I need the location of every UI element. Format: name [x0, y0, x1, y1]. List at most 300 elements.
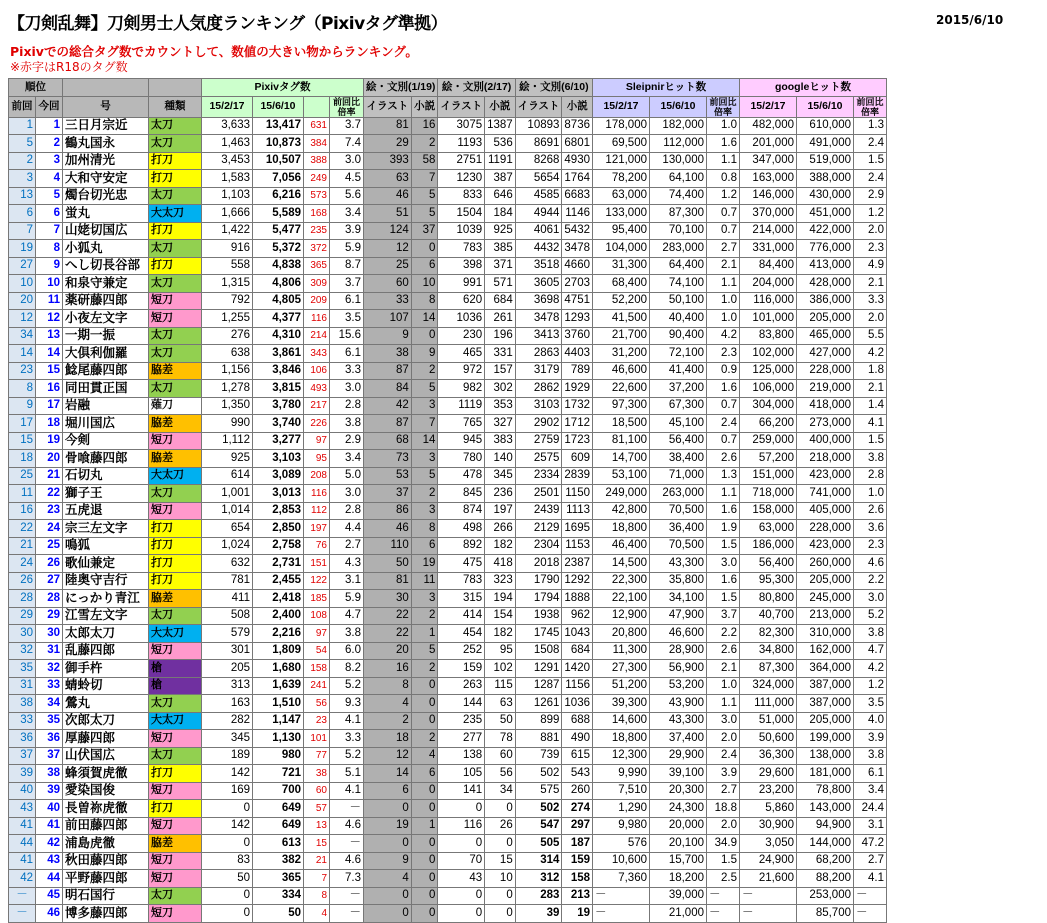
header-name: 号 — [63, 96, 149, 117]
novel-2: 157 — [485, 362, 516, 380]
prev-rank: 15 — [9, 432, 36, 450]
header-e2: 絵・文別(2/17) — [438, 79, 515, 97]
pixiv-d2: 1,510 — [253, 695, 304, 713]
sleipnir-d2: 28,900 — [650, 642, 707, 660]
pixiv-ratio: 5.0 — [330, 467, 364, 485]
sleipnir-d1: 7,360 — [593, 870, 650, 888]
sword-type: 短刀 — [149, 310, 202, 328]
r18-count: 106 — [304, 362, 330, 380]
table-row — [9, 817, 887, 835]
illust-1: 0 — [364, 800, 412, 818]
prev-rank: 6 — [9, 205, 36, 223]
google-ratio: 4.6 — [854, 555, 887, 573]
prev-rank: 7 — [9, 222, 36, 240]
illust-1: 53 — [364, 467, 412, 485]
pixiv-d2: 1,130 — [253, 730, 304, 748]
sword-type: 短刀 — [149, 870, 202, 888]
pixiv-ratio: 3.7 — [330, 275, 364, 293]
sword-type: 薙刀 — [149, 397, 202, 415]
sleipnir-d1: 46,600 — [593, 362, 650, 380]
illust-2: 1036 — [438, 310, 485, 328]
google-d2: 228,000 — [797, 362, 854, 380]
sleipnir-ratio: 34.9 — [707, 835, 740, 853]
sleipnir-d1: 53,100 — [593, 467, 650, 485]
pixiv-d1: 632 — [202, 555, 253, 573]
illust-2: 1230 — [438, 170, 485, 188]
illust-2: 138 — [438, 747, 485, 765]
cur-rank: 24 — [36, 520, 63, 538]
sleipnir-ratio: 2.6 — [707, 642, 740, 660]
illust-3: 502 — [515, 765, 562, 783]
novel-2: 925 — [485, 222, 516, 240]
sleipnir-ratio: － — [707, 905, 740, 923]
pixiv-d2: 382 — [253, 852, 304, 870]
illust-1: 46 — [364, 520, 412, 538]
prev-rank: 10 — [9, 275, 36, 293]
pixiv-ratio: 3.4 — [330, 450, 364, 468]
novel-1: 10 — [411, 275, 438, 293]
pixiv-d1: 0 — [202, 905, 253, 923]
novel-3: 609 — [562, 450, 593, 468]
google-d2: 741,000 — [797, 485, 854, 503]
google-ratio: 2.3 — [854, 240, 887, 258]
prev-rank: 31 — [9, 677, 36, 695]
novel-1: 0 — [411, 887, 438, 905]
google-ratio: 47.2 — [854, 835, 887, 853]
pixiv-ratio: 4.6 — [330, 817, 364, 835]
pixiv-d1: 345 — [202, 730, 253, 748]
sleipnir-d2: 35,800 — [650, 572, 707, 590]
illust-2: 972 — [438, 362, 485, 380]
table-row — [9, 345, 887, 363]
sword-type: 短刀 — [149, 905, 202, 923]
illust-1: 60 — [364, 275, 412, 293]
google-d1: 66,200 — [740, 415, 797, 433]
sword-name: 和泉守兼定 — [63, 275, 149, 293]
illust-1: 63 — [364, 170, 412, 188]
pixiv-d1: 792 — [202, 292, 253, 310]
pixiv-d1: 301 — [202, 642, 253, 660]
sleipnir-ratio: 1.0 — [707, 677, 740, 695]
sword-type: 短刀 — [149, 852, 202, 870]
sword-name: 鶴丸国永 — [63, 135, 149, 153]
google-d1: 186,000 — [740, 537, 797, 555]
google-d1: 36,300 — [740, 747, 797, 765]
sleipnir-d2: 37,400 — [650, 730, 707, 748]
prev-rank: 5 — [9, 135, 36, 153]
r18-count: 108 — [304, 607, 330, 625]
r18-count: 57 — [304, 800, 330, 818]
novel-3: 1156 — [562, 677, 593, 695]
sleipnir-d1: 104,000 — [593, 240, 650, 258]
sleipnir-d2: 112,000 — [650, 135, 707, 153]
illust-3: 1291 — [515, 660, 562, 678]
google-d2: 181,000 — [797, 765, 854, 783]
prev-rank: 12 — [9, 310, 36, 328]
cur-rank: 37 — [36, 747, 63, 765]
pixiv-d1: 1,583 — [202, 170, 253, 188]
pixiv-ratio: 3.0 — [330, 152, 364, 170]
sleipnir-ratio: 2.0 — [707, 817, 740, 835]
sleipnir-d2: 37,200 — [650, 380, 707, 398]
sleipnir-ratio: 2.3 — [707, 345, 740, 363]
prev-rank: 1 — [9, 117, 36, 135]
table-row — [9, 712, 887, 730]
google-d2: 85,700 — [797, 905, 854, 923]
illust-1: 8 — [364, 677, 412, 695]
prev-rank: 40 — [9, 782, 36, 800]
novel-2: 418 — [485, 555, 516, 573]
novel-3: 688 — [562, 712, 593, 730]
sleipnir-ratio: 1.6 — [707, 135, 740, 153]
r18-count: 13 — [304, 817, 330, 835]
novel-1: 2 — [411, 362, 438, 380]
r18-count: 214 — [304, 327, 330, 345]
google-d1: 24,900 — [740, 852, 797, 870]
illust-2: 159 — [438, 660, 485, 678]
google-ratio: 4.7 — [854, 642, 887, 660]
google-d2: 519,000 — [797, 152, 854, 170]
illust-3: 2018 — [515, 555, 562, 573]
google-ratio: － — [854, 905, 887, 923]
illust-1: 4 — [364, 870, 412, 888]
pixiv-d2: 2,850 — [253, 520, 304, 538]
sleipnir-d1: 7,510 — [593, 782, 650, 800]
header-sleipnir-d1: 15/2/17 — [593, 96, 650, 117]
sleipnir-d1: 31,200 — [593, 345, 650, 363]
cur-rank: 17 — [36, 397, 63, 415]
novel-1: 2 — [411, 485, 438, 503]
sleipnir-d1: 31,300 — [593, 257, 650, 275]
illust-1: 9 — [364, 327, 412, 345]
sleipnir-ratio: 1.0 — [707, 310, 740, 328]
google-ratio: 4.9 — [854, 257, 887, 275]
sleipnir-ratio: 1.1 — [707, 695, 740, 713]
prev-rank: 30 — [9, 625, 36, 643]
prev-rank: 21 — [9, 537, 36, 555]
pixiv-d2: 6,216 — [253, 187, 304, 205]
prev-rank: 3 — [9, 170, 36, 188]
table-row — [9, 870, 887, 888]
sleipnir-d2: 46,600 — [650, 625, 707, 643]
table-row — [9, 170, 887, 188]
sword-type: 太刀 — [149, 380, 202, 398]
sword-type: 大太刀 — [149, 467, 202, 485]
novel-1: 3 — [411, 450, 438, 468]
cur-rank: 22 — [36, 485, 63, 503]
pixiv-d2: 4,805 — [253, 292, 304, 310]
sword-name: 蜂須賀虎徹 — [63, 765, 149, 783]
google-d2: 253,000 — [797, 887, 854, 905]
sword-name: 加州清光 — [63, 152, 149, 170]
novel-2: 115 — [485, 677, 516, 695]
illust-3: 2501 — [515, 485, 562, 503]
sword-type: 短刀 — [149, 730, 202, 748]
illust-2: 141 — [438, 782, 485, 800]
novel-2: 266 — [485, 520, 516, 538]
prev-rank: 39 — [9, 765, 36, 783]
sleipnir-ratio: 2.5 — [707, 870, 740, 888]
cur-rank: 27 — [36, 572, 63, 590]
sword-name: 平野藤四郎 — [63, 870, 149, 888]
illust-3: 502 — [515, 800, 562, 818]
pixiv-ratio: 8.2 — [330, 660, 364, 678]
novel-3: 4930 — [562, 152, 593, 170]
r18-count: 249 — [304, 170, 330, 188]
sleipnir-d2: 40,400 — [650, 310, 707, 328]
google-d2: 430,000 — [797, 187, 854, 205]
illust-1: 110 — [364, 537, 412, 555]
illust-2: 1193 — [438, 135, 485, 153]
sleipnir-ratio: 2.0 — [707, 730, 740, 748]
google-ratio: 5.5 — [854, 327, 887, 345]
sleipnir-d1: 22,600 — [593, 380, 650, 398]
novel-2: 56 — [485, 765, 516, 783]
r18-count: 168 — [304, 205, 330, 223]
cur-rank: 31 — [36, 642, 63, 660]
google-d2: 228,000 — [797, 520, 854, 538]
novel-1: 3 — [411, 590, 438, 608]
cur-rank: 20 — [36, 450, 63, 468]
novel-3: 274 — [562, 800, 593, 818]
illust-3: 314 — [515, 852, 562, 870]
illust-3: 2439 — [515, 502, 562, 520]
novel-3: 2703 — [562, 275, 593, 293]
pixiv-ratio: 3.3 — [330, 730, 364, 748]
pixiv-d1: 990 — [202, 415, 253, 433]
table-row — [9, 572, 887, 590]
sword-type: 打刀 — [149, 572, 202, 590]
sword-type: 太刀 — [149, 485, 202, 503]
sleipnir-d2: 74,400 — [650, 187, 707, 205]
illust-2: 620 — [438, 292, 485, 310]
novel-1: 7 — [411, 415, 438, 433]
novel-3: 1712 — [562, 415, 593, 433]
illust-2: 144 — [438, 695, 485, 713]
r18-count: 38 — [304, 765, 330, 783]
pixiv-d2: 3,815 — [253, 380, 304, 398]
sleipnir-ratio: 1.6 — [707, 502, 740, 520]
sleipnir-d2: 130,000 — [650, 152, 707, 170]
pixiv-ratio: 2.8 — [330, 502, 364, 520]
novel-3: 6683 — [562, 187, 593, 205]
sleipnir-d1: 18,500 — [593, 415, 650, 433]
illust-2: 70 — [438, 852, 485, 870]
google-ratio: 1.2 — [854, 205, 887, 223]
pixiv-d2: 3,740 — [253, 415, 304, 433]
sleipnir-ratio: 1.1 — [707, 275, 740, 293]
illust-2: 414 — [438, 607, 485, 625]
google-ratio: 2.2 — [854, 572, 887, 590]
sleipnir-d1: 95,400 — [593, 222, 650, 240]
google-d1: 80,800 — [740, 590, 797, 608]
prev-rank: 20 — [9, 292, 36, 310]
illust-1: 22 — [364, 625, 412, 643]
illust-3: 505 — [515, 835, 562, 853]
pixiv-ratio: 3.8 — [330, 625, 364, 643]
sword-type: 打刀 — [149, 222, 202, 240]
prev-rank: 2 — [9, 152, 36, 170]
illust-3: 39 — [515, 905, 562, 923]
novel-3: 1043 — [562, 625, 593, 643]
sword-name: 秋田藤四郎 — [63, 852, 149, 870]
google-ratio: 2.8 — [854, 467, 887, 485]
pixiv-ratio: 3.4 — [330, 205, 364, 223]
r18-count: 208 — [304, 467, 330, 485]
illust-2: 2751 — [438, 152, 485, 170]
table-row — [9, 397, 887, 415]
google-d1: 63,000 — [740, 520, 797, 538]
sleipnir-ratio: 1.1 — [707, 152, 740, 170]
pixiv-d2: 700 — [253, 782, 304, 800]
illust-2: 235 — [438, 712, 485, 730]
illust-3: 899 — [515, 712, 562, 730]
novel-3: 789 — [562, 362, 593, 380]
google-d1: 83,800 — [740, 327, 797, 345]
illust-1: 16 — [364, 660, 412, 678]
google-ratio: 3.8 — [854, 625, 887, 643]
google-d2: 491,000 — [797, 135, 854, 153]
google-d1: 201,000 — [740, 135, 797, 153]
sword-type: 短刀 — [149, 292, 202, 310]
google-d2: 387,000 — [797, 677, 854, 695]
sword-name: 今剣 — [63, 432, 149, 450]
sleipnir-d1: 14,500 — [593, 555, 650, 573]
novel-2: 78 — [485, 730, 516, 748]
google-d1: 111,000 — [740, 695, 797, 713]
sleipnir-ratio: 4.2 — [707, 327, 740, 345]
google-ratio: 2.4 — [854, 170, 887, 188]
google-ratio: 3.8 — [854, 747, 887, 765]
sleipnir-d2: 263,000 — [650, 485, 707, 503]
pixiv-d1: 282 — [202, 712, 253, 730]
google-d1: 102,000 — [740, 345, 797, 363]
sleipnir-ratio: 0.8 — [707, 170, 740, 188]
pixiv-d2: 5,372 — [253, 240, 304, 258]
r18-count: 309 — [304, 275, 330, 293]
google-d2: 413,000 — [797, 257, 854, 275]
cur-rank: 35 — [36, 712, 63, 730]
illust-1: 25 — [364, 257, 412, 275]
prev-rank: 43 — [9, 800, 36, 818]
novel-1: 0 — [411, 782, 438, 800]
illust-2: 315 — [438, 590, 485, 608]
novel-1: 0 — [411, 240, 438, 258]
pixiv-ratio: 8.7 — [330, 257, 364, 275]
google-ratio: 5.2 — [854, 607, 887, 625]
cur-rank: 14 — [36, 345, 63, 363]
sword-type: 脇差 — [149, 415, 202, 433]
r18-count: 573 — [304, 187, 330, 205]
pixiv-d2: 2,731 — [253, 555, 304, 573]
sleipnir-d2: 70,500 — [650, 537, 707, 555]
google-ratio: 1.4 — [854, 397, 887, 415]
novel-1: 11 — [411, 572, 438, 590]
prev-rank: 23 — [9, 362, 36, 380]
novel-2: 0 — [485, 905, 516, 923]
header-pixiv-d1: 15/2/17 — [202, 96, 253, 117]
illust-3: 2129 — [515, 520, 562, 538]
google-d1: 259,000 — [740, 432, 797, 450]
sword-type: 太刀 — [149, 240, 202, 258]
novel-1: 16 — [411, 117, 438, 135]
sword-type: 打刀 — [149, 555, 202, 573]
sleipnir-d2: 43,300 — [650, 555, 707, 573]
novel-2: 1387 — [485, 117, 516, 135]
sword-type: 太刀 — [149, 327, 202, 345]
prev-rank: 19 — [9, 240, 36, 258]
novel-3: 615 — [562, 747, 593, 765]
sleipnir-d1: 576 — [593, 835, 650, 853]
google-ratio: 1.0 — [854, 485, 887, 503]
pixiv-d2: 1,809 — [253, 642, 304, 660]
novel-1: 2 — [411, 607, 438, 625]
pixiv-d1: 411 — [202, 590, 253, 608]
pixiv-d2: 649 — [253, 800, 304, 818]
pixiv-ratio: 3.1 — [330, 572, 364, 590]
pixiv-d1: 558 — [202, 257, 253, 275]
sleipnir-d2: 21,000 — [650, 905, 707, 923]
cur-rank: 40 — [36, 800, 63, 818]
google-d2: 386,000 — [797, 292, 854, 310]
google-d1: 87,300 — [740, 660, 797, 678]
sword-name: 同田貫正国 — [63, 380, 149, 398]
novel-3: 1293 — [562, 310, 593, 328]
sleipnir-ratio: 1.0 — [707, 292, 740, 310]
pixiv-ratio: 4.6 — [330, 852, 364, 870]
illust-2: 277 — [438, 730, 485, 748]
prev-rank: 8 — [9, 380, 36, 398]
illust-3: 3605 — [515, 275, 562, 293]
pixiv-d1: 508 — [202, 607, 253, 625]
illust-3: 3413 — [515, 327, 562, 345]
sleipnir-d2: 56,400 — [650, 432, 707, 450]
pixiv-d1: 1,315 — [202, 275, 253, 293]
sleipnir-d1: 22,300 — [593, 572, 650, 590]
pixiv-ratio: － — [330, 887, 364, 905]
sword-type: 打刀 — [149, 257, 202, 275]
illust-1: 51 — [364, 205, 412, 223]
novel-1: 0 — [411, 695, 438, 713]
novel-1: 37 — [411, 222, 438, 240]
pixiv-d1: 1,278 — [202, 380, 253, 398]
sleipnir-d1: 27,300 — [593, 660, 650, 678]
table-row — [9, 765, 887, 783]
illust-1: 2 — [364, 712, 412, 730]
pixiv-ratio: 7.3 — [330, 870, 364, 888]
novel-3: 159 — [562, 852, 593, 870]
illust-3: 2902 — [515, 415, 562, 433]
novel-3: 4660 — [562, 257, 593, 275]
sleipnir-d2: 64,400 — [650, 257, 707, 275]
pixiv-d2: 613 — [253, 835, 304, 853]
sword-name: 山伏国広 — [63, 747, 149, 765]
table-row — [9, 415, 887, 433]
illust-2: 252 — [438, 642, 485, 660]
prev-rank: 42 — [9, 870, 36, 888]
pixiv-d2: 649 — [253, 817, 304, 835]
illust-3: 3698 — [515, 292, 562, 310]
illust-1: 9 — [364, 852, 412, 870]
illust-3: 4432 — [515, 240, 562, 258]
pixiv-ratio: 2.8 — [330, 397, 364, 415]
pixiv-d2: 10,507 — [253, 152, 304, 170]
novel-3: 1764 — [562, 170, 593, 188]
novel-2: 0 — [485, 835, 516, 853]
r18-count: 76 — [304, 537, 330, 555]
r18-count: 241 — [304, 677, 330, 695]
novel-1: 0 — [411, 835, 438, 853]
